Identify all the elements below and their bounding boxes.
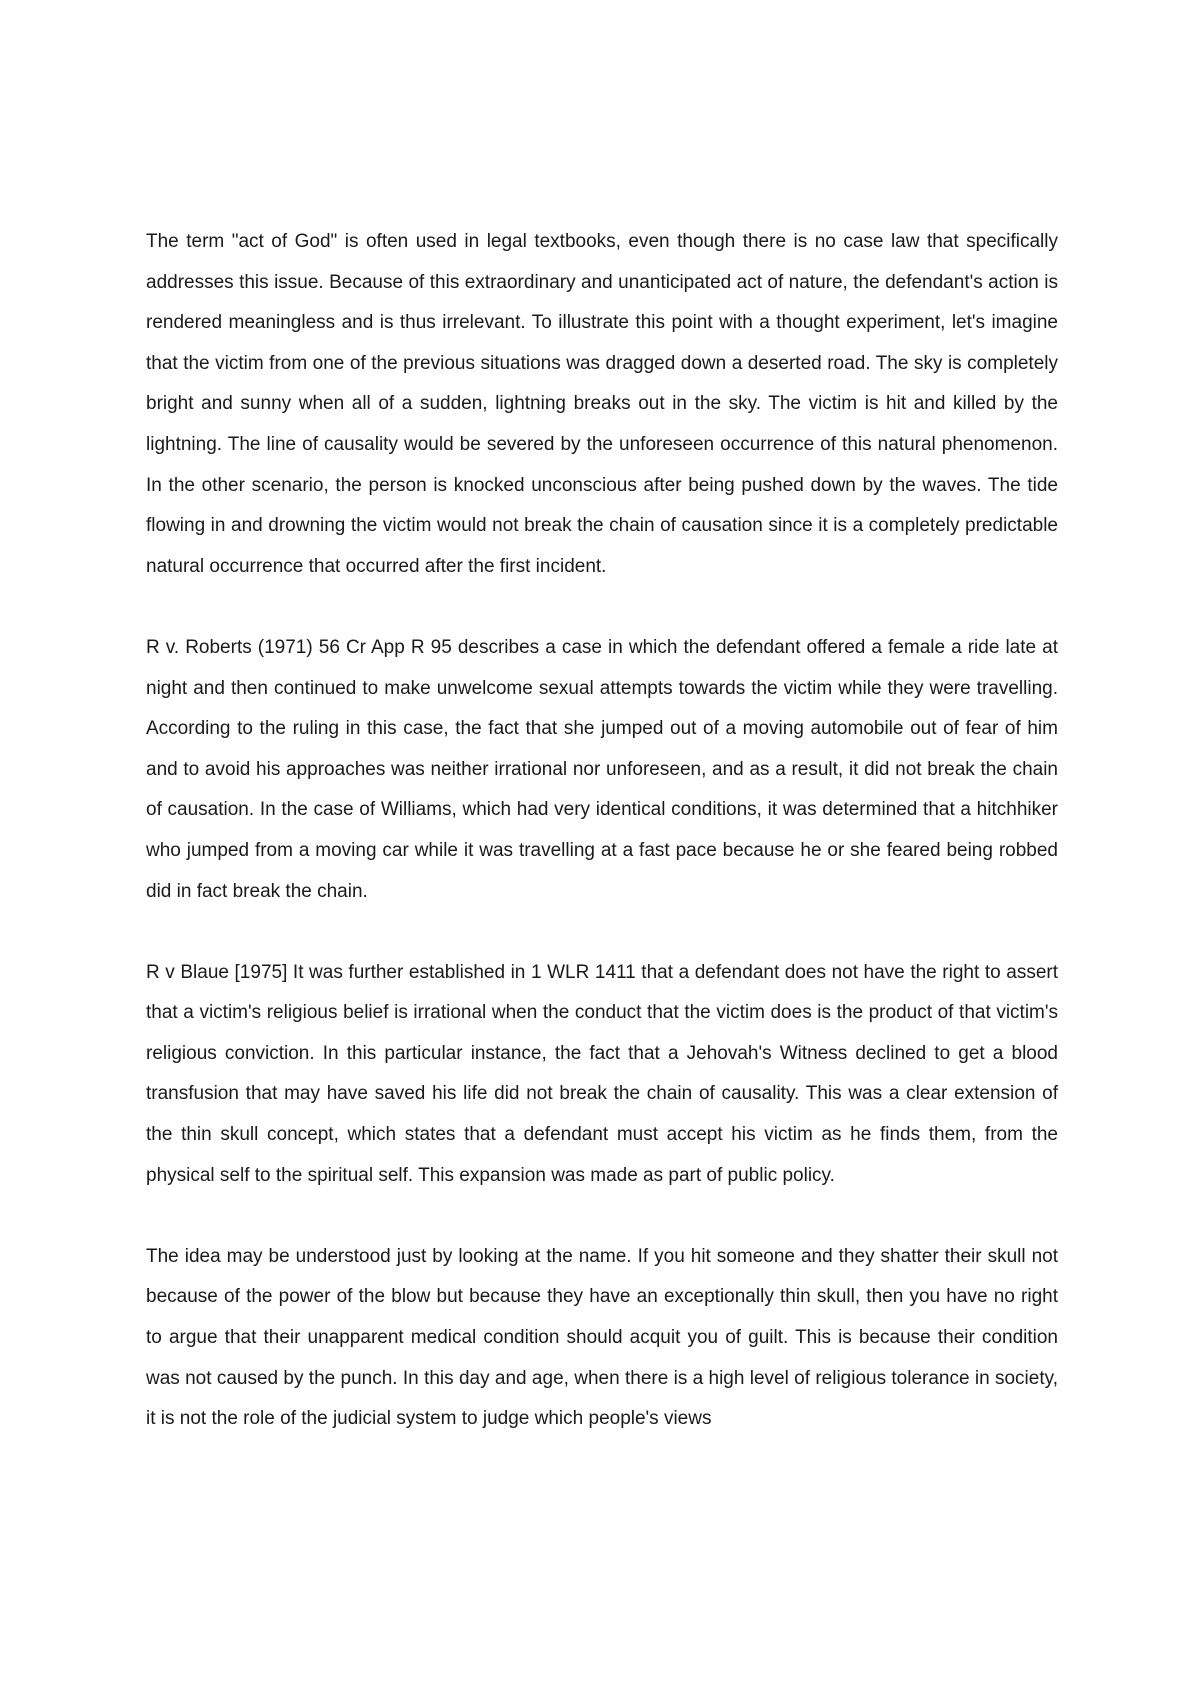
paragraph-act-of-god: The term "act of God" is often used in legal textbooks, even though there is no case law that specifically addresses this issue. Because of this extraordinary and unanticipated act of nature, the defendant's action is rendered meaningless and is thus irrelevant. To illustrate this point with a thought experiment, let's imagine that the victim from one of the previous situations was dragged down a deserted road. The sky is completely bright and sunny when all of a sudden, lightning breaks out in the sky. The victim is hit and killed by the lightning. The line of causality would be severed by the unforeseen occurrence of this natural phenomenon. In the other scenario, the person is knocked unconscious after being pushed down by the waves. The tide flowing in and drowning the victim would not break the chain of causation since it is a completely predictable natural occurrence that occurred after the first incident. <box>146 231 1058 577</box>
paragraph-thin-skull: The idea may be understood just by looking at the name. If you hit someone and they shatter their skull not because of the power of the blow but because they have an exceptionally thin skull, then you have no right to argue that their unapparent medical condition should acquit you of guilt. This is because their condition was not caused by the punch. In this day and age, when there is a high level of religious tolerance in society, it is not the role of the judicial system to judge which people's views <box>146 1245 1058 1430</box>
document-body <box>146 222 1058 1440</box>
paragraph-r-v-roberts: R v. Roberts (1971) 56 Cr App R 95 describes a case in which the defendant offered a female a ride late at night and then continued to make unwelcome sexual attempts towards the victim while they were travelling. According to the ruling in this case, the fact that she jumped out of a moving automobile out of fear of him and to avoid his approaches was neither irrational nor unforeseen, and as a result, it did not break the chain of causation. In the case of Williams, which had very identical conditions, it was determined that a hitchhiker who jumped from a moving car while it was travelling at a fast pace because he or she feared being robbed did in fact break the chain. <box>146 636 1058 902</box>
paragraph-r-v-blaue: R v Blaue [1975] It was further established in 1 WLR 1411 that a defendant does not have the right to assert that a victim's religious belief is irrational when the conduct that the victim does is the product of that victim's religious conviction. In this particular instance, the fact that a Jehovah's Witness declined to get a blood transfusion that may have saved his life did not break the chain of causality. This was a clear extension of the thin skull concept, which states that a defendant must accept his victim as he finds them, from the physical self to the spiritual self. This expansion was made as part of public policy. <box>146 961 1058 1186</box>
